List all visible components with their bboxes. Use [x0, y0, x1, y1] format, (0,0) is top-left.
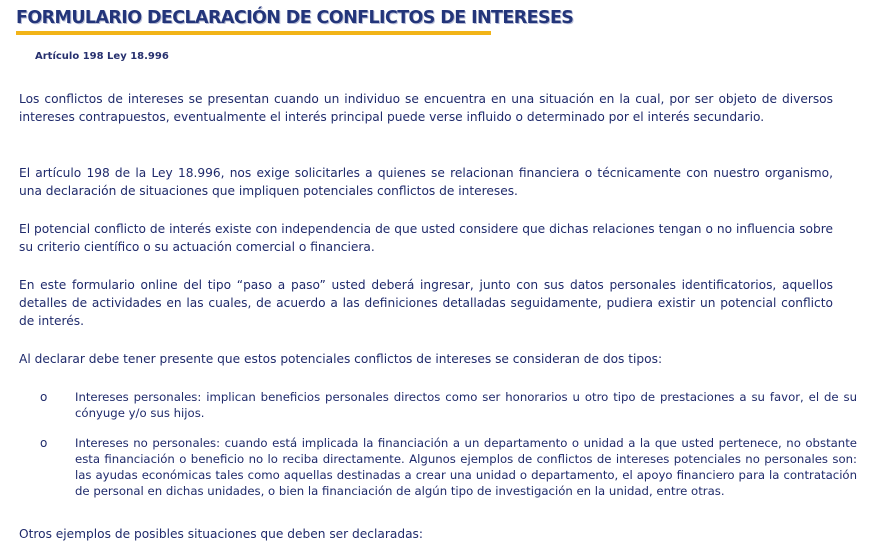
intro-paragraph-definition: Los conflictos de intereses se presentan cuando un individuo se encuentra en una situación en la cual, por ser objeto de diversos intereses contrapuestos, eventualmente el interés principal puede verse influido o determinado por el interés secundario. — [19, 92, 833, 124]
list-item-personal-interests: Intereses personales: implican beneficios personales directos como ser honorarios u otro tipo de prestaciones a su favor, el de su cónyuge y/o sus hijos. — [75, 390, 857, 420]
list-item-nonpersonal-interests: Intereses no personales: cuando está implicada la financiación a un departamento o unidad a la que usted pertenece, no obstante esta financiación o beneficio no lo reciba directamente. Algunos ejemplos de conflictos de intereses potenciales no personales son: las ayudas económicas tales como aquellas destinadas a crear una unidad o departamento, el apoyo financiero para la contratación de personal en dichas unidades, o bien la financiación de algún tipo de investigación en la unidad, entre otras. — [75, 436, 857, 498]
intro-paragraph-independence: El potencial conflicto de interés existe con independencia de que usted considere que dichas relaciones tengan o no influencia sobre su criterio científico o su actuación comercial o financiera. — [19, 222, 833, 254]
intro-paragraph-law: El artículo 198 de la Ley 18.996, nos exige solicitarles a quienes se relacionan financiera o técnicamente con nuestro organismo, una declaración de situaciones que impliquen potenciales conflictos de intereses. — [19, 166, 833, 198]
intro-paragraph-form: En este formulario online del tipo “paso a paso” usted deberá ingresar, junto con sus datos personales identificatorios, aquellos detalles de actividades en las cuales, de acuerdo a las definiciones detalladas seguidamente, pudiera existir un potencial conflicto de interés. — [19, 278, 833, 328]
bullet-circle-icon: o — [40, 390, 48, 404]
page-title: FORMULARIO DECLARACIÓN DE CONFLICTOS DE INTERESES — [16, 8, 574, 28]
law-reference: Artículo 198 Ley 18.996 — [35, 51, 169, 62]
title-underline — [16, 31, 491, 35]
other-examples-paragraph: Otros ejemplos de posibles situaciones que deben ser declaradas: — [19, 527, 423, 541]
bullet-circle-icon: o — [40, 436, 48, 450]
intro-paragraph-types: Al declarar debe tener presente que estos potenciales conflictos de intereses se consideran de dos tipos: — [19, 352, 663, 366]
